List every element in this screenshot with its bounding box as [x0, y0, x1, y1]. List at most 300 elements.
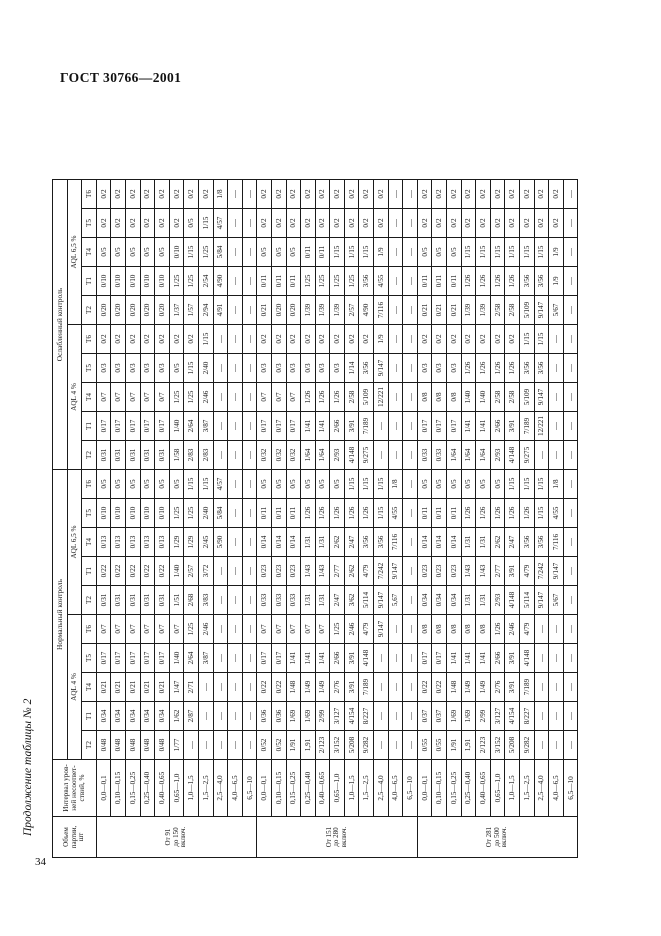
data-cell: —	[374, 731, 389, 760]
data-cell: 0/17	[111, 412, 126, 441]
data-cell: —	[563, 412, 578, 441]
data-cell: 0/17	[96, 644, 111, 673]
data-cell: 1/31	[476, 586, 491, 615]
data-cell: 2/68	[184, 586, 199, 615]
header-col-t5: T5	[82, 499, 97, 528]
data-cell: 0/48	[125, 731, 140, 760]
data-cell: 0/23	[447, 557, 462, 586]
table-row	[184, 180, 199, 858]
data-cell: 2/58	[505, 383, 520, 412]
data-cell: 1/25	[184, 615, 199, 644]
data-cell: 2/47	[330, 586, 345, 615]
data-cell: 0/31	[140, 586, 155, 615]
data-cell: 1/26	[476, 354, 491, 383]
data-cell: 0/2	[96, 180, 111, 209]
data-cell: 0/8	[432, 383, 447, 412]
data-cell: 4/55	[388, 499, 403, 528]
data-cell: 0/11	[301, 238, 316, 267]
data-cell: 0/2	[549, 180, 564, 209]
data-cell: —	[228, 470, 243, 499]
data-cell: 1/77	[169, 731, 184, 760]
data-cell: 0/11	[286, 499, 301, 528]
data-cell: 0/22	[125, 557, 140, 586]
data-cell: 0/17	[125, 412, 140, 441]
data-cell: —	[563, 615, 578, 644]
data-cell: —	[549, 644, 564, 673]
data-cell: 0/2	[490, 325, 505, 354]
data-cell: 0/7	[301, 615, 316, 644]
data-cell: 0/2	[271, 209, 286, 238]
header-col-t4: T4	[82, 528, 97, 557]
data-cell: —	[228, 615, 243, 644]
data-cell: 0/3	[271, 354, 286, 383]
data-cell: 0/11	[271, 499, 286, 528]
header-col-t1: T1	[82, 557, 97, 586]
data-cell: 0/2	[374, 180, 389, 209]
data-cell: —	[242, 644, 257, 673]
data-cell: 0/17	[432, 412, 447, 441]
row-interval: 0,40—0,65	[476, 760, 491, 817]
row-interval: 0,65—1,0	[490, 760, 505, 817]
data-cell: 1/51	[169, 586, 184, 615]
data-cell: 0/2	[417, 180, 432, 209]
data-cell: 1/31	[476, 528, 491, 557]
data-cell: 0/20	[111, 296, 126, 325]
data-cell: —	[563, 441, 578, 470]
data-cell: 1/25	[184, 267, 199, 296]
data-cell: 1/41	[301, 644, 316, 673]
data-cell: 0/2	[490, 180, 505, 209]
data-cell: 0/10	[96, 499, 111, 528]
data-cell: 2/93	[490, 441, 505, 470]
data-cell: 0/2	[184, 325, 199, 354]
data-cell: 0/2	[140, 180, 155, 209]
data-cell: 8/227	[359, 702, 374, 731]
data-cell: 0/22	[155, 557, 170, 586]
data-cell: 0/34	[155, 702, 170, 731]
data-cell: 5/109	[359, 383, 374, 412]
data-cell: 0/3	[432, 354, 447, 383]
row-interval: 0,40—0,65	[155, 760, 170, 817]
data-cell: 0/2	[169, 180, 184, 209]
data-cell: 3/56	[520, 354, 535, 383]
data-cell: 0/10	[140, 267, 155, 296]
data-cell: —	[388, 180, 403, 209]
data-cell: 0/17	[155, 644, 170, 673]
data-cell: 5/208	[344, 731, 359, 760]
data-cell: —	[388, 209, 403, 238]
table-row	[140, 180, 155, 858]
data-cell: 0/21	[447, 296, 462, 325]
data-cell: 0/17	[271, 412, 286, 441]
data-cell: —	[242, 354, 257, 383]
data-cell: 0/7	[286, 383, 301, 412]
data-cell: 0/13	[155, 528, 170, 557]
data-cell: 0/10	[125, 499, 140, 528]
data-cell: —	[388, 354, 403, 383]
data-cell: 1/69	[447, 702, 462, 731]
data-cell: 2/58	[344, 383, 359, 412]
data-cell: 1/26	[476, 499, 491, 528]
data-cell: —	[549, 702, 564, 731]
table-row	[155, 180, 170, 858]
data-cell: 1/26	[490, 354, 505, 383]
data-cell: 2/40	[198, 499, 213, 528]
data-cell: 0/14	[286, 528, 301, 557]
data-cell: 0/5	[257, 238, 272, 267]
data-cell: 1/9	[374, 325, 389, 354]
data-cell: 0/2	[96, 325, 111, 354]
data-cell: 7/189	[359, 673, 374, 702]
data-cell: 1/40	[169, 644, 184, 673]
data-cell: 0/5	[490, 470, 505, 499]
data-cell: 1/41	[461, 412, 476, 441]
data-cell: 0/22	[111, 557, 126, 586]
row-interval: 0,25—0,40	[461, 760, 476, 817]
data-cell: 0/2	[447, 325, 462, 354]
data-cell: 0/17	[257, 644, 272, 673]
row-interval: 0,0—0,1	[96, 760, 111, 817]
table-row	[403, 180, 418, 858]
data-cell: 1/31	[315, 528, 330, 557]
data-cell: 12/221	[374, 383, 389, 412]
data-cell: —	[388, 615, 403, 644]
data-cell: 3/72	[198, 557, 213, 586]
data-cell: —	[242, 499, 257, 528]
data-cell: 3/127	[330, 702, 345, 731]
data-cell: 0/7	[125, 383, 140, 412]
data-cell: 0/5	[96, 470, 111, 499]
data-cell: 0/2	[417, 209, 432, 238]
data-cell: 4/148	[344, 441, 359, 470]
data-cell: 0/2	[461, 209, 476, 238]
data-cell: 0/17	[417, 412, 432, 441]
data-cell: 0/22	[432, 673, 447, 702]
data-cell: 7/116	[388, 528, 403, 557]
row-interval: 0,65—1,0	[169, 760, 184, 817]
data-cell: 0/2	[461, 325, 476, 354]
data-cell: 2/99	[315, 702, 330, 731]
data-cell: —	[388, 238, 403, 267]
data-cell: —	[388, 702, 403, 731]
data-cell: 5/109	[520, 383, 535, 412]
data-cell: 0/11	[447, 267, 462, 296]
data-cell: —	[374, 412, 389, 441]
data-cell: —	[213, 412, 228, 441]
data-cell: 1/26	[315, 499, 330, 528]
data-cell: —	[403, 325, 418, 354]
data-cell: 5/114	[520, 586, 535, 615]
data-cell: 1/26	[344, 499, 359, 528]
data-cell: 0/5	[417, 238, 432, 267]
data-cell: —	[228, 238, 243, 267]
data-cell: 2/62	[344, 557, 359, 586]
data-cell: 1/25	[184, 499, 199, 528]
data-cell: 2/58	[505, 296, 520, 325]
data-cell: 0/22	[417, 673, 432, 702]
data-cell: 1/43	[315, 557, 330, 586]
data-cell: 0/2	[344, 209, 359, 238]
data-cell: 0/2	[344, 325, 359, 354]
data-cell: 1/26	[330, 499, 345, 528]
row-interval: 6,5—10	[563, 760, 578, 817]
data-cell: 7/189	[359, 412, 374, 441]
data-cell: 0/10	[140, 499, 155, 528]
data-cell: —	[563, 702, 578, 731]
data-cell: 0/2	[155, 325, 170, 354]
data-cell: 0/11	[432, 499, 447, 528]
data-cell: —	[403, 238, 418, 267]
data-cell: —	[388, 644, 403, 673]
data-cell: 0/11	[271, 267, 286, 296]
data-cell: —	[242, 528, 257, 557]
data-cell: —	[549, 731, 564, 760]
data-cell: 0/7	[257, 615, 272, 644]
data-cell: —	[563, 354, 578, 383]
data-cell: 0/7	[257, 383, 272, 412]
data-cell: 3/56	[520, 267, 535, 296]
data-cell: —	[228, 528, 243, 557]
data-cell: —	[388, 412, 403, 441]
header-col-t6: T6	[82, 615, 97, 644]
data-cell: 0/5	[476, 470, 491, 499]
data-cell: —	[213, 673, 228, 702]
data-cell: —	[213, 615, 228, 644]
data-cell: 1/26	[520, 499, 535, 528]
data-cell: 0/31	[125, 441, 140, 470]
data-cell: 9/147	[534, 383, 549, 412]
data-cell: 1/29	[169, 528, 184, 557]
data-cell: 2/47	[505, 528, 520, 557]
data-cell: 0/31	[140, 441, 155, 470]
row-interval: 1,5—2,5	[198, 760, 213, 817]
data-cell: 0/13	[140, 528, 155, 557]
data-cell: 0/2	[155, 180, 170, 209]
data-cell: 4/148	[520, 644, 535, 673]
data-cell: 5,67	[388, 586, 403, 615]
data-cell: 0/3	[447, 354, 462, 383]
data-cell: —	[228, 180, 243, 209]
data-cell: 0/2	[534, 209, 549, 238]
data-cell: 0/2	[476, 209, 491, 238]
data-cell: 1/49	[476, 673, 491, 702]
data-cell: 0/2	[505, 209, 520, 238]
data-cell: 5/90	[213, 528, 228, 557]
data-cell: 0/17	[155, 412, 170, 441]
data-cell: 1/26	[490, 499, 505, 528]
header-col-t5: T5	[82, 644, 97, 673]
data-cell: 9/147	[374, 354, 389, 383]
data-cell: 0/21	[417, 296, 432, 325]
data-cell: 1/39	[330, 296, 345, 325]
data-cell: 1/8	[213, 180, 228, 209]
data-cell: 0/2	[549, 209, 564, 238]
data-cell: 1/31	[461, 586, 476, 615]
data-cell: 0/11	[417, 267, 432, 296]
data-cell: —	[213, 557, 228, 586]
data-cell: 1/25	[198, 238, 213, 267]
data-cell: 0/5	[96, 238, 111, 267]
data-cell: —	[228, 441, 243, 470]
data-cell: —	[228, 702, 243, 731]
data-cell: —	[213, 731, 228, 760]
row-interval: 0,25—0,40	[140, 760, 155, 817]
data-cell: 0/48	[96, 731, 111, 760]
data-cell: 0/17	[447, 412, 462, 441]
data-cell: —	[213, 586, 228, 615]
data-cell: 0/37	[432, 702, 447, 731]
row-interval: 0,15—0,25	[447, 760, 462, 817]
data-cell: 2/58	[490, 383, 505, 412]
data-cell: 1/15	[534, 470, 549, 499]
header-aql: AQL 6,5 %	[67, 470, 82, 615]
data-cell: 3/56	[359, 354, 374, 383]
data-cell: 0/17	[257, 412, 272, 441]
data-cell: 0/8	[417, 615, 432, 644]
data-cell: —	[403, 586, 418, 615]
data-cell: 1,91	[461, 731, 476, 760]
data-cell: 0/20	[140, 296, 155, 325]
data-cell: —	[549, 325, 564, 354]
data-cell: 1/25	[330, 267, 345, 296]
data-cell: —	[228, 354, 243, 383]
data-cell: 4/154	[505, 702, 520, 731]
data-cell: 0/2	[476, 325, 491, 354]
data-cell: 1/15	[534, 499, 549, 528]
data-cell: 0/2	[301, 325, 316, 354]
data-cell: —	[228, 644, 243, 673]
data-cell: 0/5	[125, 238, 140, 267]
data-cell: 1/26	[476, 267, 491, 296]
data-cell: 1/15	[359, 470, 374, 499]
data-cell: 0/8	[447, 615, 462, 644]
data-cell: 1/15	[505, 470, 520, 499]
data-cell: 0/2	[184, 180, 199, 209]
data-cell: —	[198, 731, 213, 760]
data-cell: 0/2	[125, 209, 140, 238]
data-cell: —	[563, 296, 578, 325]
data-cell: 9/147	[374, 615, 389, 644]
data-cell: —	[563, 267, 578, 296]
data-cell: 0/2	[520, 209, 535, 238]
data-cell: 1/64	[476, 441, 491, 470]
data-cell: 0/21	[111, 673, 126, 702]
data-cell: 0/5	[169, 354, 184, 383]
data-cell: —	[242, 238, 257, 267]
data-cell: 4/55	[549, 499, 564, 528]
data-cell: 1/40	[169, 412, 184, 441]
table-row	[563, 180, 578, 858]
data-cell: 1/41	[286, 644, 301, 673]
data-cell: 0/2	[169, 209, 184, 238]
table-row	[417, 180, 432, 858]
data-cell: 1/26	[461, 499, 476, 528]
data-cell: 1/41	[301, 412, 316, 441]
header-col-t6: T6	[82, 325, 97, 354]
data-cell: 0/52	[271, 731, 286, 760]
data-cell: 0/34	[125, 702, 140, 731]
header-col-t1: T1	[82, 267, 97, 296]
data-cell: 0/3	[125, 354, 140, 383]
data-cell: 4/79	[520, 615, 535, 644]
data-cell: 7/189	[520, 673, 535, 702]
data-cell: 1/9	[374, 238, 389, 267]
data-cell: 1/25	[184, 383, 199, 412]
data-cell: —	[388, 731, 403, 760]
data-cell: 0/3	[257, 354, 272, 383]
data-cell: 3/56	[534, 528, 549, 557]
data-cell: 1/31	[301, 528, 316, 557]
data-cell: 4/90	[213, 267, 228, 296]
data-cell: —	[549, 441, 564, 470]
data-cell: 0/17	[286, 412, 301, 441]
header-col-t1: T1	[82, 412, 97, 441]
data-cell: 0/34	[140, 702, 155, 731]
data-cell: —	[228, 209, 243, 238]
header-col-t5: T5	[82, 354, 97, 383]
data-cell: 0/2	[505, 325, 520, 354]
data-cell: 9/147	[388, 557, 403, 586]
table-row	[359, 180, 374, 858]
data-cell: 1/25	[315, 267, 330, 296]
data-cell: 0/11	[447, 499, 462, 528]
data-cell: 1/41	[447, 644, 462, 673]
data-cell: 4/90	[359, 296, 374, 325]
data-cell: 0/21	[140, 673, 155, 702]
data-cell: —	[242, 296, 257, 325]
data-cell: —	[213, 441, 228, 470]
data-cell: 0/3	[417, 354, 432, 383]
row-interval: 0,10—0,15	[111, 760, 126, 817]
data-cell: 0/17	[125, 644, 140, 673]
data-cell: 3/56	[359, 267, 374, 296]
data-cell: —	[242, 325, 257, 354]
data-cell: 0/14	[417, 528, 432, 557]
data-cell: 0/3	[140, 354, 155, 383]
data-cell: 9/275	[520, 441, 535, 470]
data-cell: 5/84	[213, 499, 228, 528]
data-cell: 0/5	[432, 238, 447, 267]
data-cell: 1/49	[315, 673, 330, 702]
data-cell: 0/7	[155, 615, 170, 644]
data-cell: 1/49	[461, 673, 476, 702]
data-cell: 0/55	[432, 731, 447, 760]
data-cell: —	[563, 209, 578, 238]
data-cell: 2/66	[330, 644, 345, 673]
gost-data-table	[52, 179, 578, 858]
data-cell: 1/25	[169, 267, 184, 296]
data-cell: —	[213, 354, 228, 383]
data-cell: 1/15	[198, 470, 213, 499]
data-cell: 1/8	[549, 470, 564, 499]
data-cell: 5/109	[520, 296, 535, 325]
data-cell: 0/34	[96, 702, 111, 731]
data-cell: —	[242, 586, 257, 615]
data-cell: —	[563, 499, 578, 528]
data-cell: 0/2	[301, 180, 316, 209]
data-cell: 0/7	[286, 615, 301, 644]
table-row	[169, 180, 184, 858]
data-cell: 2/66	[490, 412, 505, 441]
data-cell: —	[403, 180, 418, 209]
data-cell: 0/7	[155, 383, 170, 412]
data-cell: 2/62	[330, 528, 345, 557]
data-cell: 1/43	[461, 557, 476, 586]
data-cell: 0/5	[184, 209, 199, 238]
data-cell: 1/69	[461, 702, 476, 731]
data-cell: 1/26	[359, 499, 374, 528]
data-cell: 0/5	[286, 470, 301, 499]
